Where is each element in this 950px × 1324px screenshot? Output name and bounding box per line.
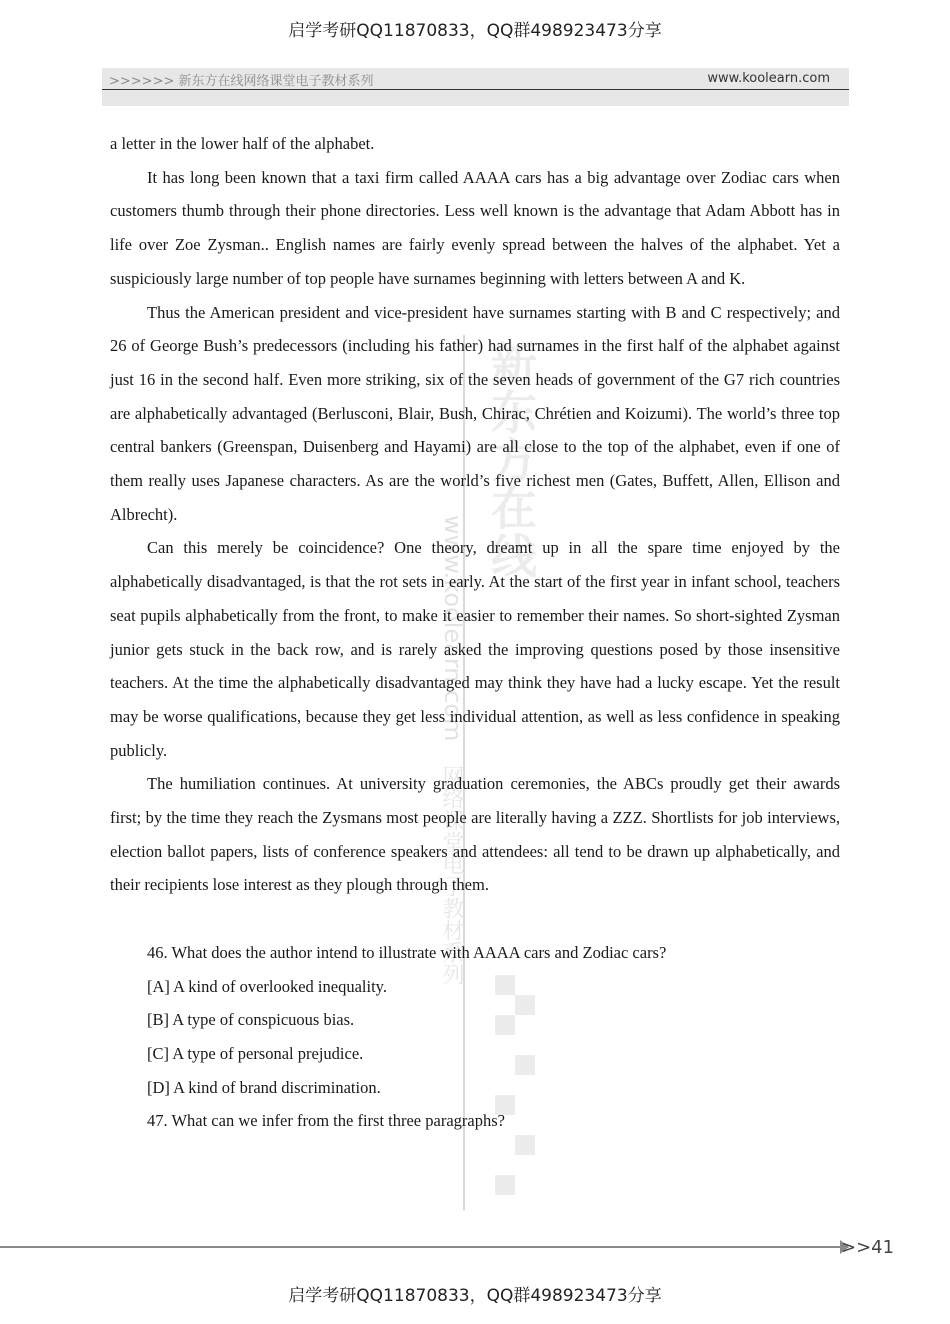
top-banner: 启学考研QQ11870833，QQ群498923473分享 bbox=[288, 21, 662, 41]
watermark-url: www.koolearn.com bbox=[439, 515, 467, 742]
bottom-banner: 启学考研QQ11870833，QQ群498923473分享 bbox=[288, 1286, 662, 1306]
page-number: >>41 bbox=[841, 1237, 895, 1258]
question-46-stem: 46. What does the author intend to illustrate with AAAA cars and Zodiac cars? bbox=[147, 942, 667, 962]
series-title: >>>>>> 新东方在线网络课堂电子教材系列 bbox=[109, 74, 374, 89]
question-46-option-a: [A] A kind of overlooked inequality. bbox=[147, 976, 387, 996]
paragraph: Thus the American president and vice-president have surnames starting with B and C respectively; and 26 of George Bush’s predecessors (including his father) had surnames in the first half of the alphabet against just 16 in the second half. Even more striking, six of the seven heads of government of the G7 rich countries are alphabetically advantaged (Berlusconi, Blair, Bush, Chirac, Chrétien and Koizumi). The world’s three top central bankers (Greenspan, Duisenberg and Hayami) are all close to the top of the alphabet, even if one of them really uses Japanese characters. As are the world’s five richest men (Gates, Buffett, Allen, Ellison and Albrecht). bbox=[110, 302, 840, 524]
site-url[interactable]: www.koolearn.com bbox=[707, 71, 830, 86]
header-rule bbox=[102, 89, 849, 90]
watermark-series: 网络课堂电子教材系列 bbox=[439, 765, 464, 985]
paragraph: The humiliation continues. At university graduation ceremonies, the ABCs proudly get their awards first; by the time they reach the Zysmans most people are literally having a ZZZ. Shortlists for job interviews, election ballot papers, lists of conference speakers and attendees: all tend to be drawn up alphabetically, and their recipients lose interest as they plough through them. bbox=[110, 774, 840, 895]
question-46-option-d: [D] A kind of brand discrimination. bbox=[147, 1077, 381, 1097]
paragraph: Can this merely be coincidence? One theory, dreamt up in all the spare time enjoyed by the alphabetically disadvantaged, is that the rot sets in early. At the start of the first year in infant school, teachers seat pupils alphabetically from the front, to make it easier to remember their names. So short-sighted Zysman junior gets stuck in the back row, and is rarely asked the improving questions posed by those insensitive teachers. At the time the alphabetically disadvantaged may think they have had a lucky escape. Yet the result may be worse qualifications, because they get less individual attention, as well as less confidence in speaking publicly. bbox=[110, 538, 840, 760]
question-46-option-b: [B] A type of conspicuous bias. bbox=[147, 1010, 355, 1030]
section-spacer bbox=[110, 902, 840, 936]
question-47-stem: 47. What can we infer from the first three paragraphs? bbox=[147, 1111, 505, 1131]
footer-rule bbox=[0, 1246, 848, 1248]
paragraph: It has long been known that a taxi firm called AAAA cars has a big advantage over Zodiac cars when customers thumb through their phone directories. Less well known is the advantage that Adam Abbott has in life over Zoe Zysman.. English names are fairly evenly spread between the halves of the alphabet. Yet a suspiciously large number of top people have surnames beginning with letters between A and K. bbox=[110, 167, 840, 288]
paragraph-continuation: a letter in the lower half of the alphabet. bbox=[110, 134, 375, 153]
question-46-option-c: [C] A type of personal prejudice. bbox=[147, 1043, 364, 1063]
article-body bbox=[110, 127, 840, 1138]
watermark-brand: 新东方在线 bbox=[484, 340, 538, 580]
